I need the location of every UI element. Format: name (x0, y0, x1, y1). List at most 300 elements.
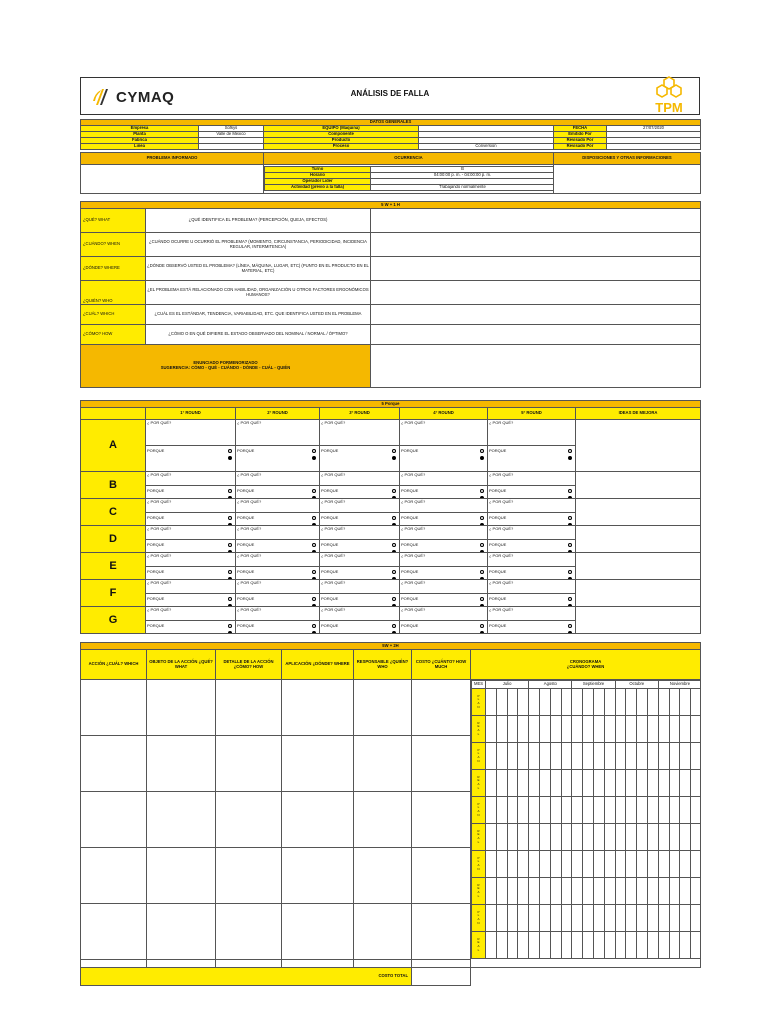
schedule-cell[interactable] (507, 770, 518, 797)
schedule-cell[interactable] (691, 878, 701, 905)
action-cell[interactable] (81, 848, 146, 904)
why-cell[interactable] (236, 499, 320, 526)
why-radio-open-icon[interactable] (312, 516, 316, 520)
schedule-cell[interactable] (648, 797, 659, 824)
schedule-cell[interactable] (572, 770, 583, 797)
why-radio-open-icon[interactable] (568, 543, 572, 547)
why-radio-open-icon[interactable] (312, 543, 316, 547)
why-cell[interactable] (146, 420, 236, 472)
action-cell[interactable] (354, 736, 411, 792)
why-cell[interactable] (400, 607, 488, 634)
schedule-cell[interactable] (680, 878, 691, 905)
why-cell[interactable] (320, 472, 400, 499)
why-cell[interactable] (400, 499, 488, 526)
schedule-cell[interactable] (648, 905, 659, 932)
action-cell[interactable] (216, 792, 281, 848)
schedule-cell[interactable] (529, 878, 540, 905)
general-value[interactable] (199, 144, 264, 150)
why-radio-open-icon[interactable] (568, 516, 572, 520)
why-radio-open-icon[interactable] (312, 597, 316, 601)
schedule-cell[interactable] (539, 716, 550, 743)
schedule-cell[interactable] (604, 878, 615, 905)
schedule-cell[interactable] (637, 770, 648, 797)
schedule-cell[interactable] (529, 932, 540, 959)
schedule-cell[interactable] (572, 689, 583, 716)
action-cell[interactable] (282, 904, 353, 960)
schedule-cell[interactable] (583, 689, 594, 716)
why-cell[interactable] (400, 553, 488, 580)
schedule-cell[interactable] (615, 689, 626, 716)
schedule-cell[interactable] (572, 743, 583, 770)
why-radio-open-icon[interactable] (392, 570, 396, 574)
schedule-cell[interactable] (583, 905, 594, 932)
action-cell[interactable] (412, 680, 470, 736)
why-cell[interactable] (146, 526, 236, 553)
schedule-cell[interactable] (561, 797, 572, 824)
schedule-cell[interactable] (594, 716, 605, 743)
schedule-cell[interactable] (637, 689, 648, 716)
schedule-cell[interactable] (539, 797, 550, 824)
action-cell[interactable] (282, 792, 353, 848)
idea-cell[interactable] (576, 526, 701, 553)
schedule-cell[interactable] (637, 878, 648, 905)
schedule-cell[interactable] (572, 824, 583, 851)
schedule-cell[interactable] (680, 932, 691, 959)
schedule-cell[interactable] (594, 797, 605, 824)
schedule-cell[interactable] (637, 932, 648, 959)
schedule-cell[interactable] (518, 824, 529, 851)
schedule-cell[interactable] (583, 932, 594, 959)
schedule-cell[interactable] (539, 770, 550, 797)
why-cell[interactable] (488, 526, 576, 553)
schedule-cell[interactable] (648, 689, 659, 716)
schedule-cell[interactable] (680, 851, 691, 878)
action-cell[interactable] (354, 792, 411, 848)
schedule-cell[interactable] (550, 905, 561, 932)
schedule-cell[interactable] (529, 716, 540, 743)
schedule-cell[interactable] (680, 689, 691, 716)
schedule-cell[interactable] (518, 743, 529, 770)
why-cell[interactable] (236, 420, 320, 472)
action-cell[interactable] (147, 680, 215, 736)
schedule-cell[interactable] (691, 716, 701, 743)
why-radio-open-icon[interactable] (392, 543, 396, 547)
schedule-cell[interactable] (658, 932, 669, 959)
why-cell[interactable] (320, 526, 400, 553)
schedule-cell[interactable] (507, 716, 518, 743)
action-cell[interactable] (147, 792, 215, 848)
schedule-cell[interactable] (604, 932, 615, 959)
why-cell[interactable] (236, 472, 320, 499)
schedule-cell[interactable] (669, 878, 680, 905)
general-value[interactable] (607, 144, 701, 150)
schedule-cell[interactable] (626, 878, 637, 905)
why-radio-filled-icon[interactable] (480, 456, 484, 460)
schedule-cell[interactable] (572, 716, 583, 743)
schedule-cell[interactable] (648, 716, 659, 743)
action-cell[interactable] (81, 680, 146, 736)
action-cell[interactable] (354, 848, 411, 904)
action-cell[interactable] (354, 904, 411, 960)
why-cell[interactable] (320, 553, 400, 580)
schedule-cell[interactable] (486, 689, 497, 716)
schedule-cell[interactable] (583, 824, 594, 851)
action-cell[interactable] (147, 904, 215, 960)
schedule-cell[interactable] (507, 851, 518, 878)
schedule-cell[interactable] (637, 716, 648, 743)
why-radio-open-icon[interactable] (480, 570, 484, 574)
schedule-cell[interactable] (550, 824, 561, 851)
schedule-cell[interactable] (486, 716, 497, 743)
schedule-cell[interactable] (615, 932, 626, 959)
why-radio-open-icon[interactable] (228, 570, 232, 574)
schedule-cell[interactable] (669, 716, 680, 743)
schedule-cell[interactable] (615, 716, 626, 743)
schedule-cell[interactable] (496, 743, 507, 770)
why-radio-open-icon[interactable] (568, 489, 572, 493)
schedule-cell[interactable] (572, 878, 583, 905)
schedule-cell[interactable] (518, 770, 529, 797)
schedule-cell[interactable] (583, 797, 594, 824)
schedule-cell[interactable] (572, 905, 583, 932)
schedule-cell[interactable] (604, 770, 615, 797)
schedule-cell[interactable] (583, 770, 594, 797)
schedule-cell[interactable] (626, 851, 637, 878)
schedule-cell[interactable] (669, 932, 680, 959)
schedule-cell[interactable] (637, 824, 648, 851)
schedule-cell[interactable] (529, 851, 540, 878)
why-radio-open-icon[interactable] (392, 449, 396, 453)
action-cell[interactable] (216, 680, 281, 736)
schedule-cell[interactable] (486, 851, 497, 878)
w5h1-answer[interactable] (371, 233, 701, 257)
schedule-cell[interactable] (518, 932, 529, 959)
why-radio-open-icon[interactable] (228, 543, 232, 547)
schedule-cell[interactable] (615, 851, 626, 878)
schedule-cell[interactable] (658, 743, 669, 770)
why-radio-open-icon[interactable] (392, 489, 396, 493)
schedule-cell[interactable] (496, 716, 507, 743)
schedule-cell[interactable] (658, 905, 669, 932)
schedule-cell[interactable] (615, 824, 626, 851)
schedule-cell[interactable] (626, 770, 637, 797)
why-radio-open-icon[interactable] (480, 516, 484, 520)
schedule-cell[interactable] (615, 905, 626, 932)
schedule-cell[interactable] (561, 770, 572, 797)
schedule-cell[interactable] (594, 905, 605, 932)
schedule-cell[interactable] (486, 878, 497, 905)
why-radio-open-icon[interactable] (480, 624, 484, 628)
schedule-cell[interactable] (561, 878, 572, 905)
action-cell[interactable] (412, 792, 470, 848)
schedule-cell[interactable] (550, 932, 561, 959)
why-radio-filled-icon[interactable] (228, 456, 232, 460)
schedule-cell[interactable] (486, 743, 497, 770)
general-value[interactable]: Sofkys (199, 126, 264, 132)
schedule-cell[interactable] (604, 689, 615, 716)
why-radio-open-icon[interactable] (568, 624, 572, 628)
why-cell[interactable] (488, 472, 576, 499)
schedule-cell[interactable] (486, 797, 497, 824)
schedule-cell[interactable] (496, 878, 507, 905)
schedule-cell[interactable] (626, 932, 637, 959)
schedule-cell[interactable] (658, 797, 669, 824)
schedule-cell[interactable] (561, 716, 572, 743)
schedule-cell[interactable] (496, 932, 507, 959)
action-cell[interactable] (81, 904, 146, 960)
occurrence-row-value[interactable]: 04:00:00 p. m. - 04:00:00 p. m. (371, 173, 554, 179)
schedule-cell[interactable] (583, 716, 594, 743)
schedule-cell[interactable] (637, 743, 648, 770)
schedule-cell[interactable] (604, 743, 615, 770)
schedule-cell[interactable] (594, 878, 605, 905)
schedule-cell[interactable] (680, 743, 691, 770)
schedule-cell[interactable] (572, 797, 583, 824)
schedule-cell[interactable] (648, 878, 659, 905)
schedule-cell[interactable] (648, 770, 659, 797)
schedule-cell[interactable] (615, 797, 626, 824)
schedule-cell[interactable] (518, 797, 529, 824)
schedule-cell[interactable] (594, 743, 605, 770)
why-radio-open-icon[interactable] (480, 449, 484, 453)
why-cell[interactable] (488, 607, 576, 634)
schedule-cell[interactable] (691, 851, 701, 878)
why-radio-open-icon[interactable] (228, 516, 232, 520)
action-cell[interactable] (147, 848, 215, 904)
why-radio-open-icon[interactable] (312, 570, 316, 574)
why-radio-filled-icon[interactable] (392, 456, 396, 460)
why-cell[interactable] (400, 420, 488, 472)
schedule-cell[interactable] (496, 770, 507, 797)
general-value[interactable]: Conversion (419, 144, 554, 150)
w5h1-answer[interactable] (371, 209, 701, 233)
schedule-cell[interactable] (658, 716, 669, 743)
schedule-cell[interactable] (626, 743, 637, 770)
schedule-cell[interactable] (486, 770, 497, 797)
schedule-cell[interactable] (529, 905, 540, 932)
action-cell[interactable] (412, 848, 470, 904)
why-cell[interactable] (320, 499, 400, 526)
why-radio-open-icon[interactable] (312, 489, 316, 493)
schedule-cell[interactable] (691, 905, 701, 932)
why-cell[interactable] (488, 499, 576, 526)
occurrence-row-value[interactable]: B (371, 167, 554, 173)
schedule-cell[interactable] (550, 878, 561, 905)
schedule-cell[interactable] (561, 824, 572, 851)
why-radio-open-icon[interactable] (480, 543, 484, 547)
schedule-cell[interactable] (604, 824, 615, 851)
why-cell[interactable] (488, 580, 576, 607)
schedule-cell[interactable] (669, 770, 680, 797)
schedule-cell[interactable] (583, 743, 594, 770)
schedule-cell[interactable] (658, 878, 669, 905)
schedule-cell[interactable] (658, 824, 669, 851)
w5h1-answer[interactable] (371, 305, 701, 325)
schedule-cell[interactable] (550, 689, 561, 716)
schedule-cell[interactable] (658, 689, 669, 716)
schedule-cell[interactable] (594, 851, 605, 878)
schedule-cell[interactable] (561, 932, 572, 959)
problem-field[interactable] (81, 165, 264, 194)
schedule-cell[interactable] (539, 932, 550, 959)
why-radio-filled-icon[interactable] (568, 631, 572, 634)
idea-cell[interactable] (576, 580, 701, 607)
schedule-cell[interactable] (604, 797, 615, 824)
schedule-cell[interactable] (518, 851, 529, 878)
schedule-cell[interactable] (626, 905, 637, 932)
why-radio-open-icon[interactable] (480, 489, 484, 493)
w5h1-answer[interactable] (371, 325, 701, 345)
schedule-cell[interactable] (691, 689, 701, 716)
why-radio-filled-icon[interactable] (228, 631, 232, 634)
schedule-cell[interactable] (680, 905, 691, 932)
schedule-cell[interactable] (669, 824, 680, 851)
action-cell[interactable] (282, 680, 353, 736)
schedule-cell[interactable] (669, 905, 680, 932)
schedule-cell[interactable] (637, 797, 648, 824)
schedule-cell[interactable] (529, 689, 540, 716)
why-cell[interactable] (146, 553, 236, 580)
why-cell[interactable] (236, 553, 320, 580)
schedule-cell[interactable] (637, 851, 648, 878)
schedule-cell[interactable] (648, 932, 659, 959)
action-cell[interactable] (81, 792, 146, 848)
why-cell[interactable] (400, 472, 488, 499)
schedule-cell[interactable] (658, 770, 669, 797)
idea-cell[interactable] (576, 420, 701, 472)
schedule-cell[interactable] (669, 797, 680, 824)
action-cell[interactable] (216, 904, 281, 960)
schedule-cell[interactable] (691, 824, 701, 851)
disposition-field[interactable] (554, 165, 701, 194)
why-cell[interactable] (400, 580, 488, 607)
schedule-cell[interactable] (539, 905, 550, 932)
schedule-cell[interactable] (594, 932, 605, 959)
schedule-cell[interactable] (550, 851, 561, 878)
schedule-cell[interactable] (626, 797, 637, 824)
schedule-cell[interactable] (529, 770, 540, 797)
why-radio-open-icon[interactable] (568, 570, 572, 574)
schedule-cell[interactable] (680, 797, 691, 824)
why-cell[interactable] (236, 580, 320, 607)
why-radio-filled-icon[interactable] (312, 456, 316, 460)
why-cell[interactable] (400, 526, 488, 553)
schedule-cell[interactable] (518, 716, 529, 743)
schedule-cell[interactable] (669, 743, 680, 770)
why-cell[interactable] (320, 420, 400, 472)
schedule-cell[interactable] (507, 824, 518, 851)
idea-cell[interactable] (576, 553, 701, 580)
why-cell[interactable] (146, 499, 236, 526)
schedule-cell[interactable] (486, 932, 497, 959)
schedule-cell[interactable] (550, 770, 561, 797)
schedule-cell[interactable] (691, 932, 701, 959)
why-radio-open-icon[interactable] (392, 597, 396, 601)
schedule-cell[interactable] (496, 905, 507, 932)
why-radio-filled-icon[interactable] (568, 456, 572, 460)
why-radio-filled-icon[interactable] (312, 631, 316, 634)
w5h1-answer[interactable] (371, 281, 701, 305)
why-radio-open-icon[interactable] (568, 449, 572, 453)
schedule-cell[interactable] (615, 878, 626, 905)
schedule-cell[interactable] (486, 824, 497, 851)
action-cell[interactable] (282, 848, 353, 904)
schedule-cell[interactable] (626, 824, 637, 851)
schedule-cell[interactable] (604, 851, 615, 878)
schedule-cell[interactable] (594, 824, 605, 851)
schedule-cell[interactable] (539, 851, 550, 878)
why-radio-open-icon[interactable] (228, 597, 232, 601)
schedule-cell[interactable] (691, 743, 701, 770)
why-radio-open-icon[interactable] (312, 449, 316, 453)
why-cell[interactable] (320, 607, 400, 634)
schedule-cell[interactable] (507, 905, 518, 932)
idea-cell[interactable] (576, 472, 701, 499)
schedule-cell[interactable] (561, 851, 572, 878)
schedule-cell[interactable] (680, 716, 691, 743)
why-cell[interactable] (236, 526, 320, 553)
why-radio-open-icon[interactable] (228, 449, 232, 453)
why-radio-filled-icon[interactable] (480, 631, 484, 634)
schedule-cell[interactable] (518, 878, 529, 905)
w5h1-answer[interactable] (371, 257, 701, 281)
why-cell[interactable] (146, 607, 236, 634)
action-cell[interactable] (81, 736, 146, 792)
schedule-cell[interactable] (539, 878, 550, 905)
schedule-cell[interactable] (507, 689, 518, 716)
schedule-cell[interactable] (572, 932, 583, 959)
schedule-cell[interactable] (496, 824, 507, 851)
why-cell[interactable] (146, 472, 236, 499)
schedule-cell[interactable] (539, 824, 550, 851)
why-radio-open-icon[interactable] (228, 624, 232, 628)
schedule-cell[interactable] (539, 743, 550, 770)
schedule-cell[interactable] (594, 689, 605, 716)
statement-field[interactable] (371, 345, 701, 388)
schedule-cell[interactable] (648, 824, 659, 851)
schedule-cell[interactable] (680, 770, 691, 797)
schedule-cell[interactable] (691, 797, 701, 824)
schedule-cell[interactable] (594, 770, 605, 797)
schedule-cell[interactable] (669, 689, 680, 716)
action-cell[interactable] (147, 736, 215, 792)
schedule-cell[interactable] (648, 851, 659, 878)
schedule-cell[interactable] (550, 716, 561, 743)
schedule-cell[interactable] (637, 905, 648, 932)
why-cell[interactable] (488, 553, 576, 580)
action-cell[interactable] (216, 848, 281, 904)
schedule-cell[interactable] (518, 905, 529, 932)
schedule-cell[interactable] (496, 851, 507, 878)
schedule-cell[interactable] (507, 743, 518, 770)
schedule-cell[interactable] (615, 743, 626, 770)
schedule-cell[interactable] (529, 743, 540, 770)
schedule-cell[interactable] (583, 878, 594, 905)
action-cell[interactable] (216, 736, 281, 792)
schedule-cell[interactable] (550, 743, 561, 770)
schedule-cell[interactable] (507, 878, 518, 905)
general-value[interactable]: 27/07/2020 (607, 126, 701, 132)
schedule-cell[interactable] (561, 743, 572, 770)
schedule-cell[interactable] (539, 689, 550, 716)
why-radio-open-icon[interactable] (392, 516, 396, 520)
schedule-cell[interactable] (648, 743, 659, 770)
schedule-cell[interactable] (529, 797, 540, 824)
schedule-cell[interactable] (486, 905, 497, 932)
occurrence-row-value[interactable]: Trabajando normalmente (371, 185, 554, 191)
why-cell[interactable] (236, 607, 320, 634)
schedule-cell[interactable] (669, 851, 680, 878)
